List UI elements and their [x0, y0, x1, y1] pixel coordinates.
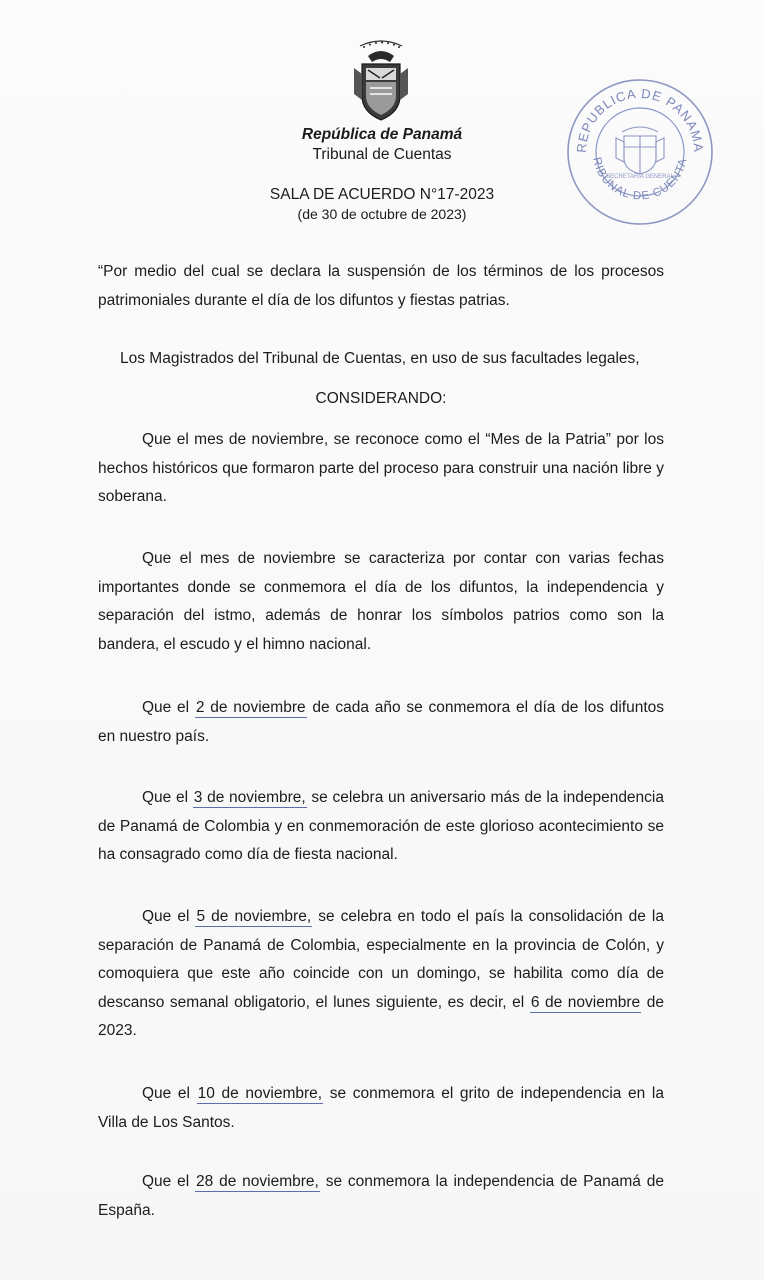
considerando-heading: CONSIDERANDO:	[315, 390, 447, 407]
date-underlined: 3 de noviembre,	[193, 789, 306, 806]
date-underlined: 6 de noviembre	[530, 993, 641, 1011]
paragraph-consolidacion	[98, 903, 664, 1046]
text-segment: Que el	[142, 1085, 197, 1102]
date-underlined: 28 de noviembre,	[196, 1173, 319, 1190]
intro-paragraph: “Por medio del cual se declara la suspensión de los términos de los procesos patrimoniales durante el día de los difuntos y fiestas patrias.	[98, 263, 664, 309]
text-segment: se conmemora el grito de independencia en la Villa de Los Santos.	[98, 1085, 664, 1131]
text-segment: se celebra en todo el país la consolidación de la separación de Panamá de Colombia, especialmente en la provincia de Colón, y comoquiera que este año coincide con un domingo, se habilita como día de descanso semanal obligatorio, el lunes siguiente, es decir, el	[98, 908, 664, 1011]
header-date: (de 30 de octubre de 2023)	[297, 206, 467, 222]
svg-text:SECRETARIA GENERAL: SECRETARIA GENERAL	[606, 174, 674, 180]
header-tribunal: Tribunal de Cuentas	[312, 146, 452, 163]
text-segment: de cada año se conmemora el día de los difuntos en nuestro país.	[98, 699, 664, 745]
paragraph-independencia-espana	[98, 1168, 664, 1225]
paragraph-mes-patria: Que el mes de noviembre, se reconoce como el “Mes de la Patria” por los hechos históricos que formaron parte del proceso para construir una nación libre y soberana.	[98, 431, 664, 505]
date-underlined: 2 de noviembre	[195, 699, 306, 716]
text-segment: se celebra un aniversario más de la independencia de Panamá de Colombia y en conmemoración de este glorioso acontecimiento se ha consagrado como día de fiesta nacional.	[98, 789, 664, 863]
svg-text:REPUBLICA DE PANAMA: REPUBLICA DE PANAMA	[573, 85, 707, 154]
text-segment: Que el	[142, 1173, 196, 1190]
text-segment: de 2023.	[98, 993, 664, 1039]
header-sala-acuerdo: SALA DE ACUERDO N°17-2023	[269, 186, 495, 203]
text-segment: se conmemora la independencia de Panamá de España.	[98, 1173, 664, 1219]
paragraph-villa-santos	[98, 1080, 664, 1137]
paragraph-fechas-importantes: Que el mes de noviembre se caracteriza por contar con varias fechas importantes donde se conmemora el día de los difuntos, la independencia y separación del istmo, además de honrar los símbolos patrios como son la bandera, el escudo y el himno nacional.	[98, 550, 664, 653]
date-underlined: 5 de noviembre,	[196, 908, 312, 925]
text-segment: Que el	[142, 699, 195, 716]
header-republic: República de Panamá	[301, 126, 463, 143]
date-underlined: 10 de noviembre,	[197, 1085, 323, 1102]
paragraph-difuntos	[98, 694, 664, 751]
svg-text:TRIBUNAL DE CUENTAS: RIBUNAL DE CUENTA	[590, 156, 690, 203]
paragraph-independencia-colombia	[98, 784, 664, 870]
preamble-paragraph: Los Magistrados del Tribunal de Cuentas, en uso de sus facultades legales,	[120, 350, 640, 367]
coat-of-arms-icon	[346, 38, 416, 124]
text-segment: Que el	[142, 908, 196, 925]
text-segment: Que el	[142, 789, 193, 806]
